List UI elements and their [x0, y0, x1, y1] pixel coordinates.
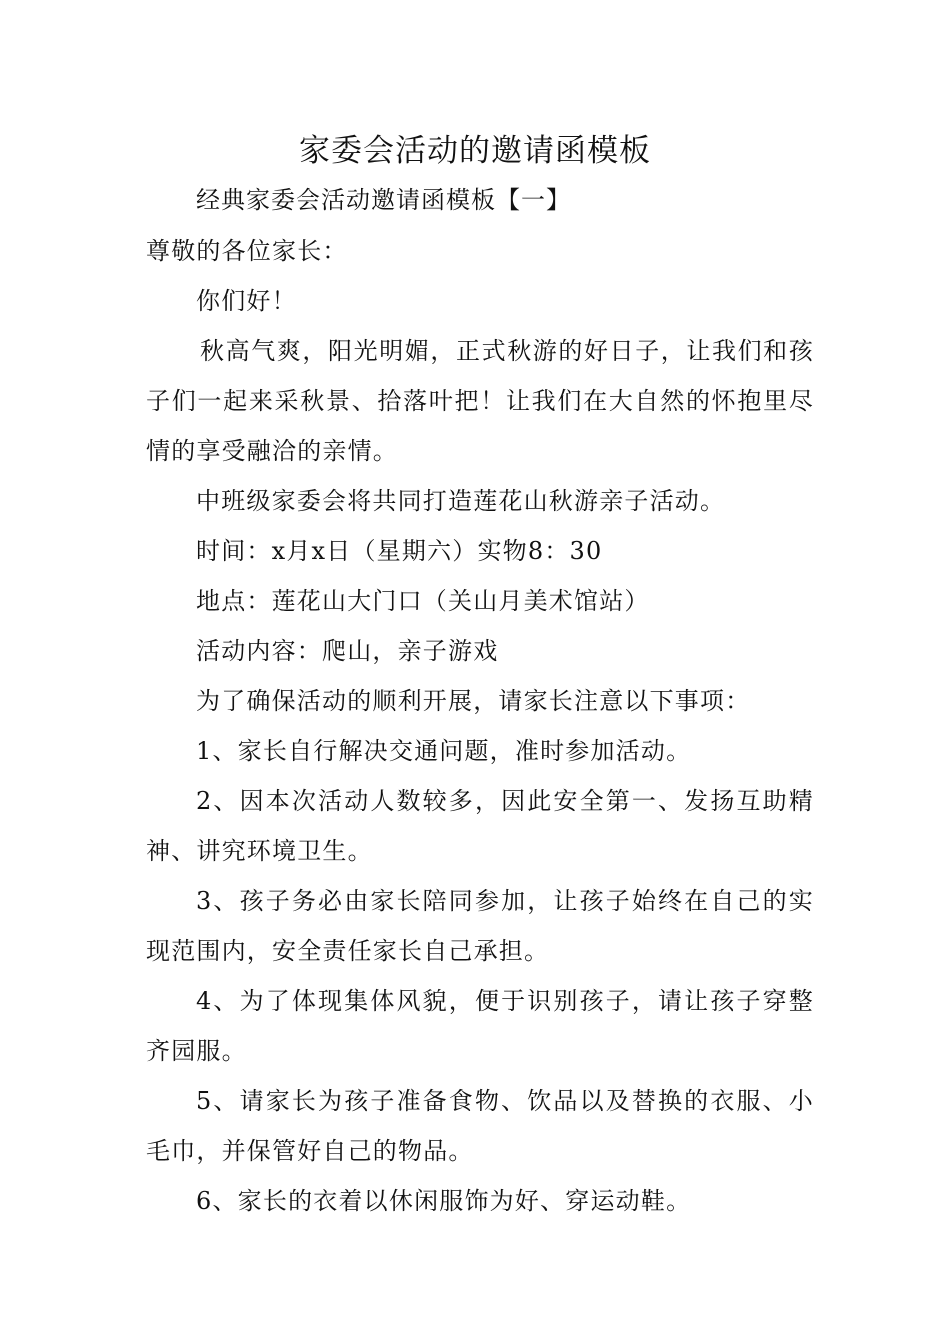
notice-item: 2、因本次活动人数较多，因此安全第一、发扬互助精神、讲究环境卫生。 — [146, 787, 814, 865]
notice-item: 4、为了体现集体风貌，便于识别孩子，请让孩子穿整齐园服。 — [146, 987, 814, 1065]
document-body — [146, 226, 814, 1226]
event-time: 时间：x月x日（星期六）实物8：30 — [196, 537, 603, 565]
greeting: 你们好！ — [196, 287, 297, 315]
salutation: 尊敬的各位家长： — [146, 237, 348, 265]
event-content: 活动内容：爬山，亲子游戏 — [196, 637, 499, 665]
notice-item: 3、孩子务必由家长陪同参加，让孩子始终在自己的实现范围内，安全责任家长自己承担。 — [146, 887, 814, 965]
document-title: 家委会活动的邀请函模板 — [299, 133, 651, 169]
notice-item: 1、家长自行解决交通问题，准时参加活动。 — [196, 737, 692, 765]
notice-intro: 为了确保活动的顺利开展，请家长注意以下事项： — [196, 687, 751, 715]
notice-item: 6、家长的衣着以休闲服饰为好、穿运动鞋。 — [196, 1187, 692, 1215]
notice-item: 5、请家长为孩子准备食物、饮品以及替换的衣服、小毛巾，并保管好自己的物品。 — [146, 1087, 814, 1165]
paragraph: 秋高气爽，阳光明媚，正式秋游的好日子，让我们和孩子们一起来采秋景、拾落叶把！让我们在大自然的怀抱里尽情的享受融洽的亲情。 — [146, 337, 814, 465]
event-location: 地点：莲花山大门口（关山月美术馆站） — [196, 587, 650, 615]
paragraph: 中班级家委会将共同打造莲花山秋游亲子活动。 — [196, 487, 726, 515]
document-subtitle: 经典家委会活动邀请函模板【一】 — [196, 186, 571, 214]
